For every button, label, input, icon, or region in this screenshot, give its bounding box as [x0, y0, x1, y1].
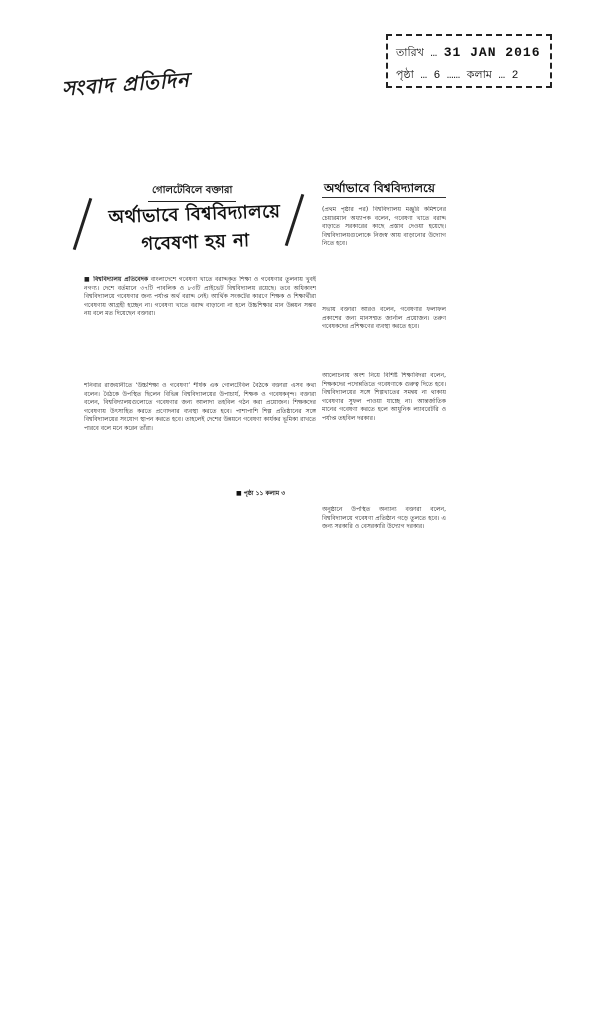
continuation-paragraph-3: আলোচনায় অংশ নিয়ে বিশিষ্ট শিক্ষাবিদরা বলেন, শিক্ষকদের পদোন্নতিতে গবেষণাকে গুরুত্ব দিতে হবে। বিশ্ববিদ্যালয়ের সঙ্গে শিল্পখাতের সমন্বয় না থাকায় গবেষণার সুফল পাওয়া যাচ্ছে না। আন্তর্জাতিক মানের গবেষণা করতে হলে আধুনিক ল্যাবরেটরি ও পর্যাপ্ত তহবিল দরকার।: [322, 372, 446, 422]
stamp-page-label: পৃষ্ঠা: [396, 70, 414, 82]
continuation-rule: [322, 197, 446, 198]
article-paragraph-2: শনিবার রাজধানীতে ‘উচ্চশিক্ষা ও গবেষণা’ শীর্ষক এক গোলটেবিল বৈঠকে বক্তারা এসব কথা বলেন। বৈঠকে উপস্থিত ছিলেন বিভিন্ন বিশ্ববিদ্যালয়ের উপাচার্য, শিক্ষক ও গবেষকবৃন্দ। বক্তারা বলেন, বিশ্ববিদ্যালয়গুলোতে গবেষণার জন্য আলাদা তহবিল গঠন করা প্রয়োজন। শিক্ষকদের গবেষণায় উৎসাহিত করতে প্রণোদনার ব্যবস্থা করতে হবে। পাশাপাশি শিল্প প্রতিষ্ঠানের সঙ্গে বিশ্ববিদ্যালয়ের সংযোগ স্থাপন করতে হবে। তাহলেই দেশের উন্নয়নে গবেষণা কার্যকর ভূমিকা রাখতে পারবে বলে মনে করেন তাঁরা।: [84, 382, 316, 432]
headline-line-2: গবেষণা হয় না: [141, 230, 250, 255]
newspaper-masthead: সংবাদ প্রতিদিন: [61, 67, 191, 101]
article-headline: [91, 197, 299, 260]
stamp-date: 31 JAN 2016: [443, 45, 541, 60]
continued-note: ■ পৃষ্ঠা ১১ কলাম ৩: [236, 490, 286, 497]
article-byline: ■ বিশ্ববিদ্যালয় প্রতিবেদক: [84, 276, 149, 283]
article-paragraph-1: ■ বিশ্ববিদ্যালয় প্রতিবেদক বাংলাদেশে গবেষণা খাতে বরাদ্দকৃত শিক্ষা ও গবেষণার তুলনায় খুবই নগণ্য। দেশে বর্তমানে ৩৭টি পাবলিক ও ৮৩টি প্রাইভেট বিশ্ববিদ্যালয় রয়েছে। তবে অধিকাংশ বিশ্ববিদ্যালয়ে গবেষণার জন্য পর্যাপ্ত অর্থ বরাদ্দ নেই। আর্থিক সংকটের কারণে শিক্ষক ও শিক্ষার্থীরা গবেষণায় আগ্রহী হচ্ছেন না। গবেষণা খাতে বরাদ্দ বাড়ানো না হলে উচ্চশিক্ষার মান উন্নয়ন সম্ভব নয় বলে মত দিয়েছেন বক্তারা।: [84, 276, 316, 318]
continuation-paragraph-4: অনুষ্ঠানে উপস্থিত অন্যান্য বক্তারা বলেন, বিশ্ববিদ্যালয়ে গবেষণা প্রতিষ্ঠান গড়ে তুলতে হবে। এ জন্য সরকারি ও বেসরকারি উদ্যোগ দরকার।: [322, 506, 446, 531]
headline-slash-left: [73, 198, 93, 250]
date-stamp: [386, 34, 552, 88]
continuation-paragraph-1: (প্রথম পৃষ্ঠার পর) বিশ্ববিদ্যালয় মঞ্জুরি কমিশনের চেয়ারম্যান অধ্যাপক বলেন, গবেষণা খাতে বরাদ্দ বাড়াতে সরকারের কাছে প্রস্তাব দেওয়া হয়েছে। বিশ্ববিদ্যালয়গুলোকে নিজস্ব আয় বাড়ানোর উদ্যোগ নিতে হবে।: [322, 206, 446, 248]
stamp-date-label: তারিখ: [396, 48, 424, 60]
article-kicker: গোলটেবিলে বক্তারা: [148, 183, 236, 202]
stamp-col: 2: [511, 70, 519, 82]
continuation-paragraph-2: সভায় বক্তারা আরও বলেন, গবেষণার ফলাফল প্রকাশের জন্য মানসম্মত জার্নাল প্রয়োজন। তরুণ গবেষকদের প্রশিক্ষণের ব্যবস্থা করতে হবে।: [322, 306, 446, 331]
headline-line-1: অর্থাভাবে বিশ্ববিদ্যালয়ে: [108, 201, 281, 229]
stamp-page-row: পৃষ্ঠা … 6 …… কলাম … 2: [396, 70, 519, 82]
continuation-title: অর্থাভাবে বিশ্ববিদ্যালয়ে: [324, 181, 435, 195]
stamp-page: 6: [433, 70, 441, 82]
stamp-date-row: তারিখ … 31 JAN 2016: [396, 45, 541, 60]
stamp-col-label: কলাম: [466, 70, 492, 82]
